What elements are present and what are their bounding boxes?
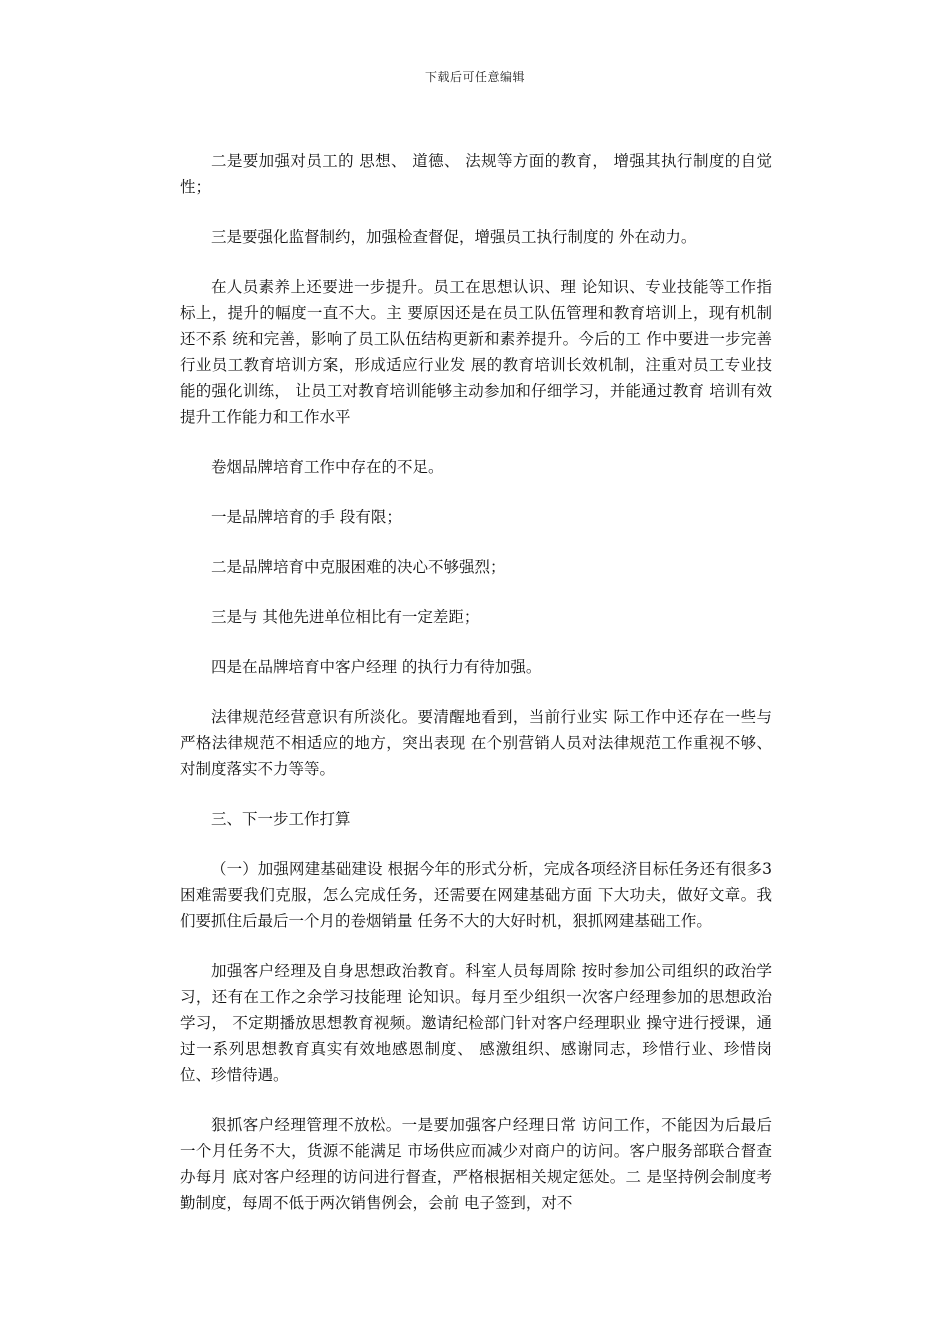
- paragraph-brand-point-2: 二是品牌培育中克服困难的决心不够强烈；: [211, 558, 506, 576]
- page-header-note: 下载后可任意编辑: [424, 70, 525, 84]
- paragraph-legal-awareness: 法律规范经营意识有所淡化。要清醒地看到，当前行业实 际工作中还存在一些与严格法律规范不相适应的地方，突出表现 在个别营销人员对法律规范工作重视不够、对制度落实不力等等。: [180, 708, 772, 778]
- paragraph-brand-point-1: 一是品牌培育的手 段有限；: [211, 508, 402, 526]
- paragraph-brand-point-4: 四是在品牌培育中客户经理 的执行力有待加强。: [211, 658, 542, 676]
- paragraph-manager-supervision: 狠抓客户经理管理不放松。一是要加强客户经理日常 访问工作，不能因为后最后一个月任务不大，货源不能满足 市场供应而减少对商户的访问。客户服务部联合督查办每月 底对客户经理的访问进行督查，严格根据相关规定惩处。二 是坚持例会制度考勤制度，每周不低于两次销售例会，会前 电子签到，对不: [180, 1116, 772, 1212]
- document-body: [180, 148, 772, 1240]
- paragraph-brand-shortcomings: 卷烟品牌培育工作中存在的不足。: [211, 458, 444, 476]
- paragraph-staff-quality: 在人员素养上还要进一步提升。员工在思想认识、理 论知识、专业技能等工作指标上，提升的幅度一直不大。主 要原因还是在员工队伍管理和教育培训上，现有机制还不系 统和完善，影响了员工队伍结构更新和素养提升。今后的工 作中要进一步完善行业员工教育培训方案，形成适应行业发 展的教育培训长效机制，注重对员工专业技能的强化训练， 让员工对教育培训能够主动参加和仔细学习，并能通过教育 培训有效提升工作能力和工作水平: [180, 278, 772, 426]
- paragraph-education: 二是要加强对员工的 思想、 道德、 法规等方面的教育， 增强其执行制度的自觉性；: [180, 152, 772, 196]
- paragraph-brand-point-3: 三是与 其他先进单位相比有一定差距；: [211, 608, 480, 626]
- paragraph-network-building: （一）加强网建基础建设 根据今年的形式分析，完成各项经济目标任务还有很多3 困难需要我们克服，怎么完成任务，还需要在网建基础方面 下大功夫，做好文章。我们要抓住后最后一个月的卷烟销量 任务不大的大好时机，狠抓网建基础工作。: [180, 860, 772, 930]
- paragraph-political-education: 加强客户经理及自身思想政治教育。科室人员每周除 按时参加公司组织的政治学习，还有在工作之余学习技能理 论知识。每月至少组织一次客户经理参加的思想政治学习， 不定期播放思想教育视频。邀请纪检部门针对客户经理职业 操守进行授课，通过一系列思想教育真实有效地感恩制度、 感激组织、感谢同志，珍惜行业、珍惜岗位、珍惜待遇。: [180, 962, 772, 1084]
- section-heading-next-steps: 三、下一步工作打算: [211, 810, 351, 828]
- paragraph-supervision: 三是要强化监督制约，加强检查督促，增强员工执行制度的 外在动力。: [211, 228, 697, 246]
